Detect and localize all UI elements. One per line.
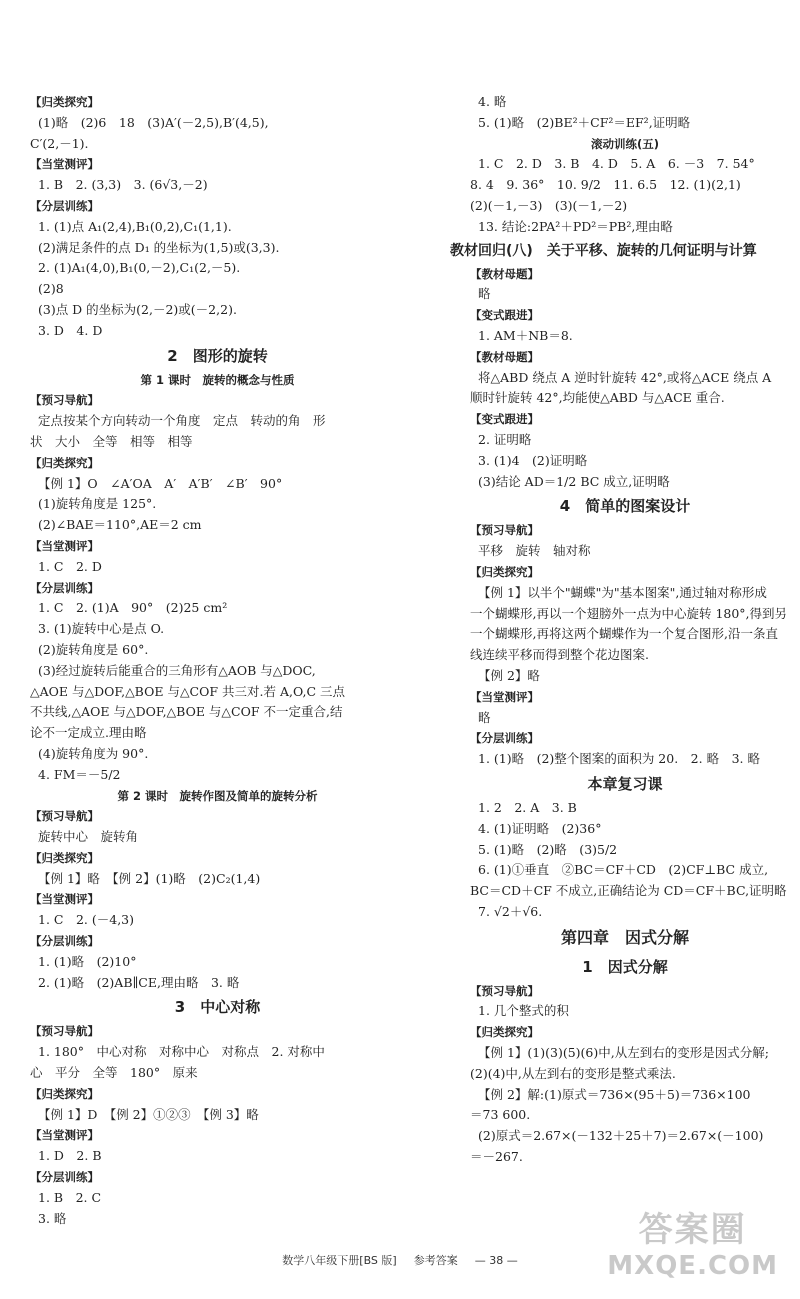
- left-line: 状 大小 全等 相等 相等: [30, 433, 193, 449]
- left-line: (2)∠BAE＝110°,AE＝2 cm: [38, 517, 202, 533]
- right-line: 【归类探究】: [470, 1025, 539, 1040]
- right-line: 将△ABD 绕点 A 逆时针旋转 42°,或将△ACE 绕点 A: [478, 369, 772, 385]
- left-line: 3. (1)旋转中心是点 O.: [38, 621, 165, 637]
- left-line: 1. B 2. (3,3) 3. (6√3,－2): [38, 177, 208, 193]
- left-column: [30, 92, 405, 1229]
- right-line: 【例 1】以半个"蝴蝶"为"基本图案",通过轴对称形成: [478, 584, 767, 600]
- right-line: 1. (1)略 (2)整个图案的面积为 20. 2. 略 3. 略: [478, 751, 760, 767]
- right-line: 1. 几个整式的积: [478, 1003, 569, 1019]
- right-line: (2)(4)中,从左到右的变形是整式乘法.: [470, 1065, 676, 1081]
- right-line: 【预习导航】: [470, 523, 539, 538]
- right-line: (2)(－1,－3) (3)(－1,－2): [470, 197, 628, 213]
- right-line: 【分层训练】: [470, 731, 539, 746]
- right-line: BC＝CD＋CF 不成立,正确结论为 CD＝CF＋BC,证明略: [470, 883, 787, 899]
- left-line: C′(2,－1).: [30, 135, 89, 151]
- left-line: 【当堂测评】: [30, 892, 99, 907]
- right-line: 【例 2】略: [478, 667, 540, 683]
- right-line: 顺时针旋转 42°,均能使△ABD 与△ACE 重合.: [470, 390, 725, 406]
- left-line: (3)点 D 的坐标为(2,－2)或(－2,2).: [38, 301, 237, 317]
- right-line: 平移 旋转 轴对称: [478, 543, 591, 559]
- left-line: 3. 略: [38, 1210, 67, 1226]
- right-line: 4. (1)证明略 (2)36°: [478, 820, 602, 836]
- left-line: (2)8: [38, 281, 64, 297]
- right-line: ＝－267.: [470, 1149, 523, 1165]
- left-line: 2 图形的旋转: [167, 346, 268, 365]
- left-line: 定点按某个方向转动一个角度 定点 转动的角 形: [38, 413, 326, 429]
- left-line: 1. B 2. C: [38, 1189, 102, 1205]
- right-line: 【变式跟进】: [470, 412, 539, 427]
- right-line: 略: [478, 286, 491, 302]
- left-line: 第 1 课时 旋转的概念与性质: [140, 372, 295, 387]
- left-line: 1. C 2. (－4,3): [38, 912, 134, 928]
- left-line: 【归类探究】: [30, 95, 99, 109]
- left-line: 【例 1】略 【例 2】(1)略 (2)C₂(1,4): [38, 870, 261, 886]
- left-line: 【预习导航】: [30, 393, 99, 408]
- left-line: 1. (1)略 (2)10°: [38, 953, 137, 969]
- right-line: 滚动训练(五): [590, 136, 659, 151]
- left-line: 2. (1)A₁(4,0),B₁(0,－2),C₁(2,－5).: [38, 260, 241, 276]
- left-line: 1. C 2. D: [38, 558, 102, 574]
- footer-book: 数学八年级下册[BS 版]: [282, 1254, 397, 1267]
- right-line: 1. AM＋NB＝8.: [478, 327, 573, 343]
- left-line: 旋转中心 旋转角: [38, 829, 139, 845]
- left-line: △AOE 与△DOF,△BOE 与△COF 共三对.若 A,O,C 三点: [30, 683, 345, 699]
- right-line: 3. (1)4 (2)证明略: [478, 452, 588, 468]
- right-line: 【例 2】解:(1)原式＝736×(95＋5)＝736×100: [478, 1086, 751, 1102]
- right-line: 1. 2 2. A 3. B: [478, 799, 577, 815]
- right-line: 【当堂测评】: [470, 689, 539, 704]
- right-line: 1 因式分解: [582, 957, 668, 976]
- watermark-logo: [607, 1202, 778, 1281]
- left-line: 【当堂测评】: [30, 538, 99, 553]
- left-line: (4)旋转角度为 90°.: [38, 745, 149, 761]
- right-line: 1. C 2. D 3. B 4. D 5. A 6. －3 7. 54°: [478, 156, 755, 172]
- left-line: 3 中心对称: [174, 998, 261, 1017]
- left-line: 【归类探究】: [30, 1086, 99, 1101]
- right-line: 教材回归(八) 关于平移、旋转的几何证明与计算: [450, 242, 757, 259]
- left-line: 第 2 课时 旋转作图及简单的旋转分析: [117, 788, 318, 803]
- right-line: 5. (1)略 (2)BE²＋CF²＝EF²,证明略: [478, 114, 691, 130]
- left-line: 【例 1】O ∠A′OA A′ A′B′ ∠B′ 90°: [38, 475, 283, 491]
- left-line: 【分层训练】: [30, 934, 99, 949]
- watermark-url: MXQE.COM: [607, 1251, 778, 1281]
- left-line: 论不一定成立.理由略: [30, 725, 147, 741]
- right-line: 【归类探究】: [470, 564, 539, 579]
- right-line: 6. (1)①垂直 ②BC＝CF＋CD (2)CF⊥BC 成立,: [478, 862, 769, 878]
- left-line: 1. D 2. B: [38, 1148, 102, 1164]
- right-line: 4. 略: [478, 94, 507, 109]
- left-line: 不共线,△AOE 与△DOF,△BOE 与△COF 不一定重合,结: [30, 704, 343, 720]
- left-line: 3. D 4. D: [38, 322, 103, 338]
- right-line: 一个蝴蝶形,再以一个翅膀外一点为中心旋转 180°,得到另: [470, 605, 788, 621]
- right-line: 7. √2＋√6.: [478, 903, 543, 919]
- right-line: 8. 4 9. 36° 10. 9/2 11. 6.5 12. (1)(2,1): [470, 177, 741, 193]
- right-line: 【预习导航】: [470, 983, 539, 998]
- right-line: 4 简单的图案设计: [559, 497, 691, 516]
- left-line: 【当堂测评】: [30, 157, 99, 172]
- right-line: (2)原式＝2.67×(－132＋25＋7)＝2.67×(－100): [478, 1128, 764, 1144]
- left-line: 【分层训练】: [30, 580, 99, 595]
- left-line: (1)旋转角度是 125°.: [38, 496, 157, 512]
- left-line: 【当堂测评】: [30, 1128, 99, 1143]
- footer-page-number: — 38 —: [474, 1254, 518, 1267]
- right-line: 第四章 因式分解: [560, 927, 689, 947]
- right-line: 13. 结论:2PA²＋PD²＝PB²,理由略: [478, 218, 673, 234]
- left-line: 【分层训练】: [30, 198, 99, 213]
- left-line: 1. (1)点 A₁(2,4),B₁(0,2),C₁(1,1).: [38, 218, 232, 234]
- right-line: 【教材母题】: [470, 349, 539, 364]
- left-line: 1. C 2. (1)A 90° (2)25 cm²: [38, 600, 228, 616]
- left-line: 1. 180° 中心对称 对称中心 对称点 2. 对称中: [38, 1044, 325, 1060]
- left-line: 心 平分 全等 180° 原来: [30, 1065, 198, 1081]
- right-line: 本章复习课: [587, 774, 663, 793]
- left-line: (2)满足条件的点 D₁ 的坐标为(1,5)或(3,3).: [38, 239, 280, 255]
- left-line: 【归类探究】: [30, 850, 99, 865]
- left-line: 【分层训练】: [30, 1170, 99, 1185]
- left-line: 【归类探究】: [30, 455, 99, 470]
- footer-section: 参考答案: [413, 1254, 458, 1267]
- right-line: ＝73 600.: [470, 1107, 531, 1123]
- right-line: 一个蝴蝶形,再将这两个蝴蝶作为一个复合图形,沿一条直: [470, 626, 778, 642]
- left-line: 【预习导航】: [30, 809, 99, 824]
- left-line: 2. (1)略 (2)AB∥CE,理由略 3. 略: [38, 974, 240, 990]
- right-line: 【例 1】(1)(3)(5)(6)中,从左到右的变形是因式分解;: [478, 1045, 769, 1061]
- right-line: 【教材母题】: [470, 266, 539, 281]
- right-line: 略: [478, 709, 491, 725]
- right-line: (3)结论 AD＝1/2 BC 成立,证明略: [478, 473, 670, 489]
- right-line: 5. (1)略 (2)略 (3)5/2: [478, 841, 618, 857]
- right-line: 2. 证明略: [478, 431, 532, 447]
- watermark-title: 答案圈: [638, 1210, 747, 1250]
- left-line: (2)旋转角度是 60°.: [38, 641, 149, 657]
- left-line: (3)经过旋转后能重合的三角形有△AOB 与△DOC,: [38, 662, 316, 678]
- left-line: 【例 1】D 【例 2】①②③ 【例 3】略: [38, 1106, 259, 1122]
- right-column: [450, 92, 788, 1168]
- left-line: 【预习导航】: [30, 1024, 99, 1039]
- left-line: 4. FM＝－5/2: [38, 766, 121, 782]
- right-line: 线连续平移而得到整个花边图案.: [470, 647, 649, 663]
- right-line: 【变式跟进】: [470, 308, 539, 323]
- left-line: (1)略 (2)6 18 (3)A′(－2,5),B′(4,5),: [38, 114, 269, 130]
